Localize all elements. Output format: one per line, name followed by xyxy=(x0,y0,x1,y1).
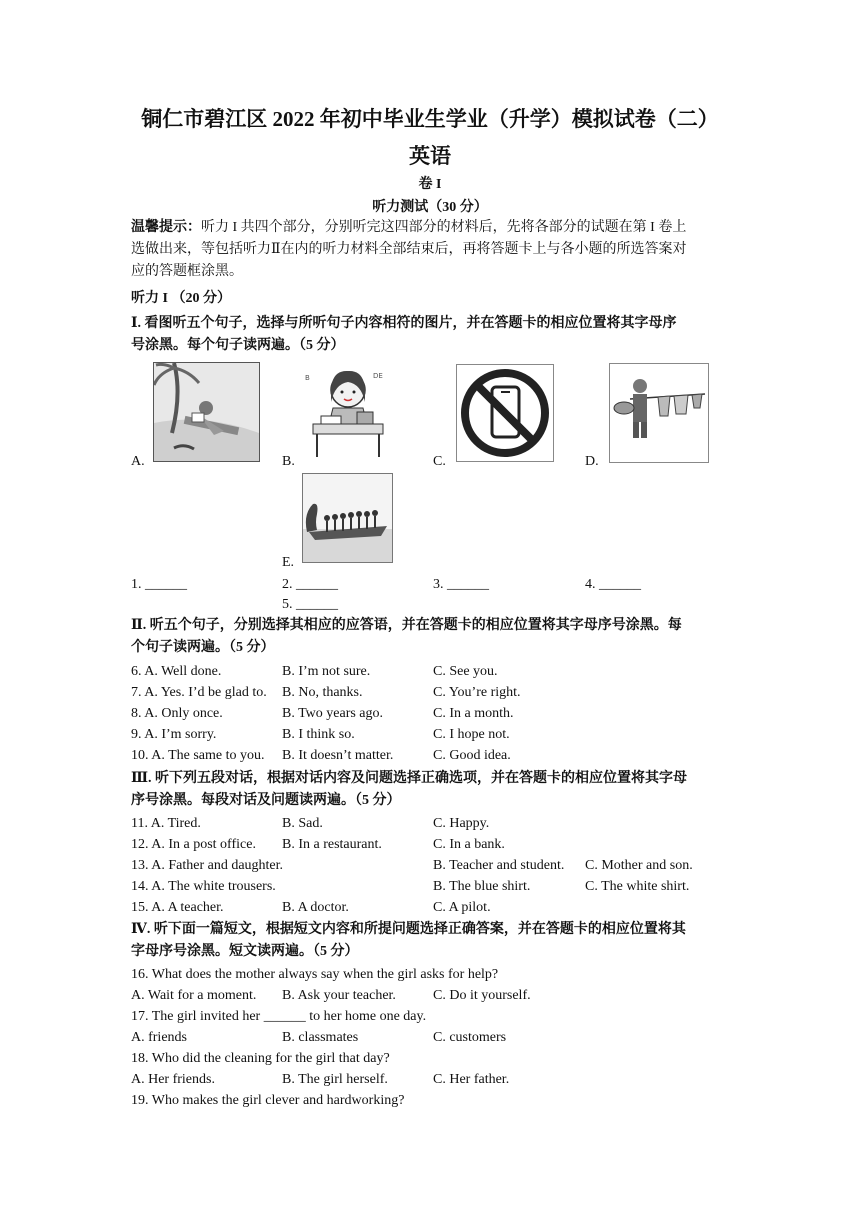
picture-b-label: B. xyxy=(282,454,295,469)
svg-text:DE: DE xyxy=(373,372,383,380)
part3-instr-1: Ⅲ. 听下列五段对话，根据对话内容及问题选择正确选项，并在答题卡的相应位置将其字母 xyxy=(131,771,688,786)
part2-instr-2: 个句子读两遍。（5 分） xyxy=(131,640,275,655)
picture-e-label: E. xyxy=(282,555,295,570)
q11-option-b[interactable]: B. Sad. xyxy=(282,816,323,831)
q6-option-a[interactable]: 6. A. Well done. xyxy=(131,664,222,679)
q7-option-a[interactable]: 7. A. Yes. I’d be glad to. xyxy=(131,685,267,700)
girl-studying-icon xyxy=(303,362,393,459)
answer-blank-2[interactable]: 2. ______ xyxy=(282,577,338,592)
q13-option-c[interactable]: C. Mother and son. xyxy=(585,858,693,873)
q8-option-a[interactable]: 8. A. Only once. xyxy=(131,706,223,721)
q6-option-b[interactable]: B. I’m not sure. xyxy=(282,664,371,679)
section-title: 听力测试（30 分） xyxy=(372,200,488,215)
q10-option-a[interactable]: 10. A. The same to you. xyxy=(131,748,265,763)
notice-label: 温馨提示： xyxy=(131,220,201,235)
picture-c xyxy=(456,364,554,462)
answer-blank-3[interactable]: 3. ______ xyxy=(433,577,489,592)
q8-option-b[interactable]: B. Two years ago. xyxy=(282,706,384,721)
q19-stem: 19. Who makes the girl clever and hardworking? xyxy=(131,1093,405,1108)
q9-option-a[interactable]: 9. A. I’m sorry. xyxy=(131,727,217,742)
q12-option-c[interactable]: C. In a bank. xyxy=(433,837,505,852)
part1-instr-1: Ⅰ. 看图听五个句子，选择与所听句子内容相符的图片，并在答题卡的相应位置将其字母序 xyxy=(131,316,677,331)
part1-title: 听力 I （20 分） xyxy=(131,291,231,306)
part4-instr-1: Ⅳ. 听下面一篇短文，根据短文内容和所提问题选择正确答案，并在答题卡的相应位置将其 xyxy=(131,922,686,937)
q7-option-b[interactable]: B. No, thanks. xyxy=(282,685,363,700)
q7-option-c[interactable]: C. You’re right. xyxy=(433,685,521,700)
q10-option-b[interactable]: B. It doesn’t matter. xyxy=(282,748,394,763)
q12-option-b[interactable]: B. In a restaurant. xyxy=(282,837,382,852)
answer-blank-5[interactable]: 5. ______ xyxy=(282,597,338,612)
dragon-boat-icon xyxy=(303,474,392,562)
answer-blank-1[interactable]: 1. ______ xyxy=(131,577,187,592)
picture-c-label: C. xyxy=(433,454,446,469)
picture-e xyxy=(302,473,393,563)
picture-b xyxy=(303,362,393,459)
q16-option-b[interactable]: B. Ask your teacher. xyxy=(282,988,396,1003)
q18-option-c[interactable]: C. Her father. xyxy=(433,1072,510,1087)
q17-option-b[interactable]: B. classmates xyxy=(282,1030,359,1045)
volume-label: 卷 I xyxy=(418,177,442,192)
notice-line-1: 温馨提示：听力 I 共四个部分，分别听完这四部分的材料后，先将各部分的试题在第 I 卷上 xyxy=(131,220,687,235)
notice-line-3: 应的答题框涂黑。 xyxy=(131,264,243,279)
q18-stem: 18. Who did the cleaning for the girl that day? xyxy=(131,1051,390,1066)
q15-option-c[interactable]: C. A pilot. xyxy=(433,900,491,915)
notice-line-2: 选做出来，等包括听力Ⅱ在内的听力材料全部结束后，再将答题卡上与各小题的所选答案对 xyxy=(131,242,687,257)
part1-instr-2: 号涂黑。每个句子读两遍。（5 分） xyxy=(131,338,345,353)
q16-option-c[interactable]: C. Do it yourself. xyxy=(433,988,531,1003)
svg-text:B: B xyxy=(305,374,310,382)
picture-a-label: A. xyxy=(131,454,145,469)
laundry-icon xyxy=(610,364,708,462)
q17-stem: 17. The girl invited her ______ to her home one day. xyxy=(131,1009,427,1024)
picture-a xyxy=(153,362,260,462)
q8-option-c[interactable]: C. In a month. xyxy=(433,706,514,721)
q13-option-a[interactable]: 13. A. Father and daughter. xyxy=(131,858,284,873)
subject-title: 英语 xyxy=(409,144,451,168)
q16-option-a[interactable]: A. Wait for a moment. xyxy=(131,988,257,1003)
picture-d xyxy=(609,363,709,463)
q14-option-c[interactable]: C. The white shirt. xyxy=(585,879,690,894)
part4-instr-2: 字母序号涂黑。短文读两遍。（5 分） xyxy=(131,944,359,959)
q9-option-c[interactable]: C. I hope not. xyxy=(433,727,510,742)
answer-blank-4[interactable]: 4. ______ xyxy=(585,577,641,592)
part3-instr-2: 序号涂黑。每段对话及问题读两遍。（5 分） xyxy=(131,793,401,808)
exam-title: 铜仁市碧江区 2022 年初中毕业生学业（升学）模拟试卷（二） xyxy=(141,107,719,131)
q18-option-a[interactable]: A. Her friends. xyxy=(131,1072,215,1087)
q18-option-b[interactable]: B. The girl herself. xyxy=(282,1072,388,1087)
q14-option-a[interactable]: 14. A. The white trousers. xyxy=(131,879,276,894)
no-phone-icon xyxy=(457,365,553,461)
q11-option-c[interactable]: C. Happy. xyxy=(433,816,490,831)
part2-instr-1: Ⅱ. 听五个句子，分别选择其相应的应答语，并在答题卡的相应位置将其字母序号涂黑。每 xyxy=(131,618,682,633)
q15-option-a[interactable]: 15. A. A teacher. xyxy=(131,900,224,915)
q13-option-b[interactable]: B. Teacher and student. xyxy=(433,858,565,873)
q16-stem: 16. What does the mother always say when the girl asks for help? xyxy=(131,967,499,982)
q9-option-b[interactable]: B. I think so. xyxy=(282,727,355,742)
q17-option-a[interactable]: A. friends xyxy=(131,1030,187,1045)
q6-option-c[interactable]: C. See you. xyxy=(433,664,498,679)
q17-option-c[interactable]: C. customers xyxy=(433,1030,507,1045)
beach-reading-icon xyxy=(154,363,259,461)
q12-option-a[interactable]: 12. A. In a post office. xyxy=(131,837,256,852)
picture-d-label: D. xyxy=(585,454,599,469)
q14-option-b[interactable]: B. The blue shirt. xyxy=(433,879,531,894)
q10-option-c[interactable]: C. Good idea. xyxy=(433,748,511,763)
q15-option-b[interactable]: B. A doctor. xyxy=(282,900,349,915)
q11-option-a[interactable]: 11. A. Tired. xyxy=(131,816,201,831)
